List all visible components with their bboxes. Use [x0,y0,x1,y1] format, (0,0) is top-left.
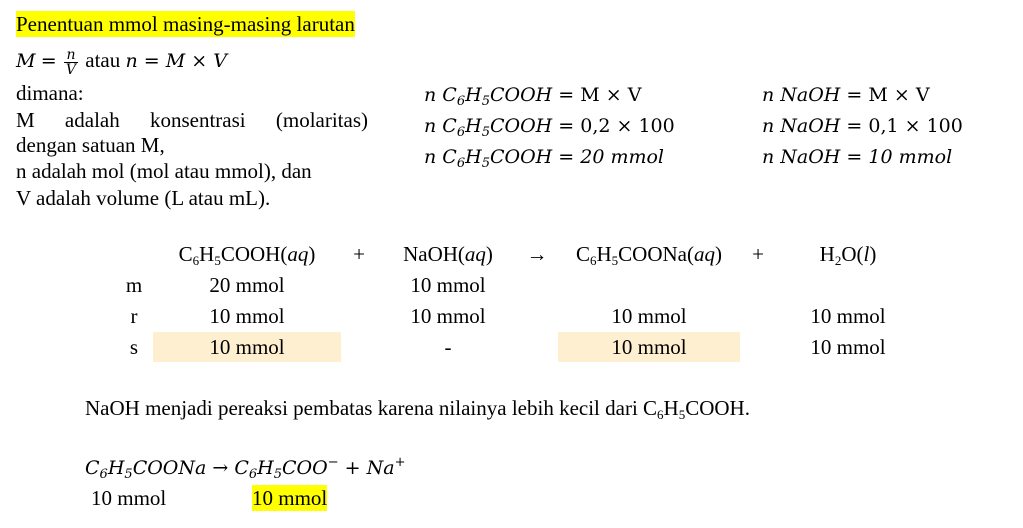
page-title: Penentuan mmol masing-masing larutan [16,12,355,36]
acid-calc-row: n $C_6H_5COOH = 20$ mmol [424,146,665,171]
product-sodium-benzoate: $C_6H_5COONa(aq)$ [575,242,723,268]
reaction-plus: + [353,242,365,266]
base-calc-prefix: n NaOH [762,115,841,137]
acid-calc-prefix: n C [424,84,457,106]
definition-n: n adalah mol (mol atau mmol), dan [16,159,312,183]
mrs-cell: - [444,335,452,359]
statement-text: NaOH menjadi pereaksi pembatas karena nilainya lebih kecil dari C [85,396,658,420]
base-calc-rhs: = 10 mmol [846,146,953,168]
fraction-denominator: V [65,61,77,78]
mrs-cell: 20 mmol [209,273,285,297]
acid-calc-rhs: = 0,2 × 100 [558,115,675,137]
mrs-cell: 10 mmol [410,273,486,297]
dissociation-left-amount: 10 mmol [91,486,167,510]
acid-calc-row: n $C_6H_5COOH = 0,2 \times 100$ [424,115,675,140]
base-calc-rhs: = M × V [846,84,930,106]
base-calc-prefix: n NaOH [762,84,841,106]
mrs-cell-highlighted: 10 mmol [558,332,740,362]
dissociation-equation: $C_6H_5COONa \to C_6H_5COO^- + Na^+$ [85,455,406,482]
base-calc-rhs: = 0,1 × 100 [846,115,963,137]
molarity-formula [16,45,227,77]
reactant-benzoic-acid: $C_6H_5COOH(aq)$ [178,242,316,268]
base-calc-row [762,82,930,108]
acid-calc-row: n $C_6H_5COOH = M \times V$ [424,84,642,109]
mrs-cell: 10 mmol [810,335,886,359]
reaction-plus: + [752,242,764,266]
product-water: $H_2O(l)$ [819,242,877,268]
definition-m-unit: dengan satuan M, [16,133,165,157]
definition-m: M adalah konsentrasi (molaritas) [16,108,368,132]
acid-calc-prefix: n C [424,115,457,137]
base-calc-row [762,144,952,170]
formula-eq: = [40,50,57,72]
row-label-m: m [125,273,143,297]
formula-fraction [64,48,78,77]
dissociation-arrow: → [212,457,229,479]
dissociation-plus: + [344,457,361,479]
mrs-cell: 10 mmol [810,304,886,328]
fraction-numerator: n [64,48,78,63]
mrs-cell: 10 mmol [209,304,285,328]
row-label-r: r [130,304,138,328]
definition-v: V adalah volume (L atau mL). [16,186,271,210]
definition-dimana: dimana: [16,81,84,105]
limiting-reagent-statement: NaOH menjadi pereaksi pembatas karena nilainya lebih kecil dari $C_6H_5COOH$. [85,396,750,422]
mrs-cell: 10 mmol [611,304,687,328]
reactant-naoh: NaOH(aq) [403,242,493,266]
formula-m: M [16,50,36,72]
base-calc-prefix: n NaOH [762,146,841,168]
mrs-cell: 10 mmol [410,304,486,328]
acid-calc-rhs: = 20 mmol [558,146,665,168]
mrs-cell-highlighted: 10 mmol [153,332,341,362]
acid-calc-prefix: n C [424,146,457,168]
formula-atau: atau [85,48,121,72]
row-label-s: s [129,335,139,359]
base-calc-row [762,113,963,139]
reaction-arrow: → [526,242,548,266]
dissociation-right-amount: 10 mmol [252,486,328,510]
formula-rhs: n = M × V [125,50,227,72]
acid-calc-rhs: = M × V [558,84,642,106]
